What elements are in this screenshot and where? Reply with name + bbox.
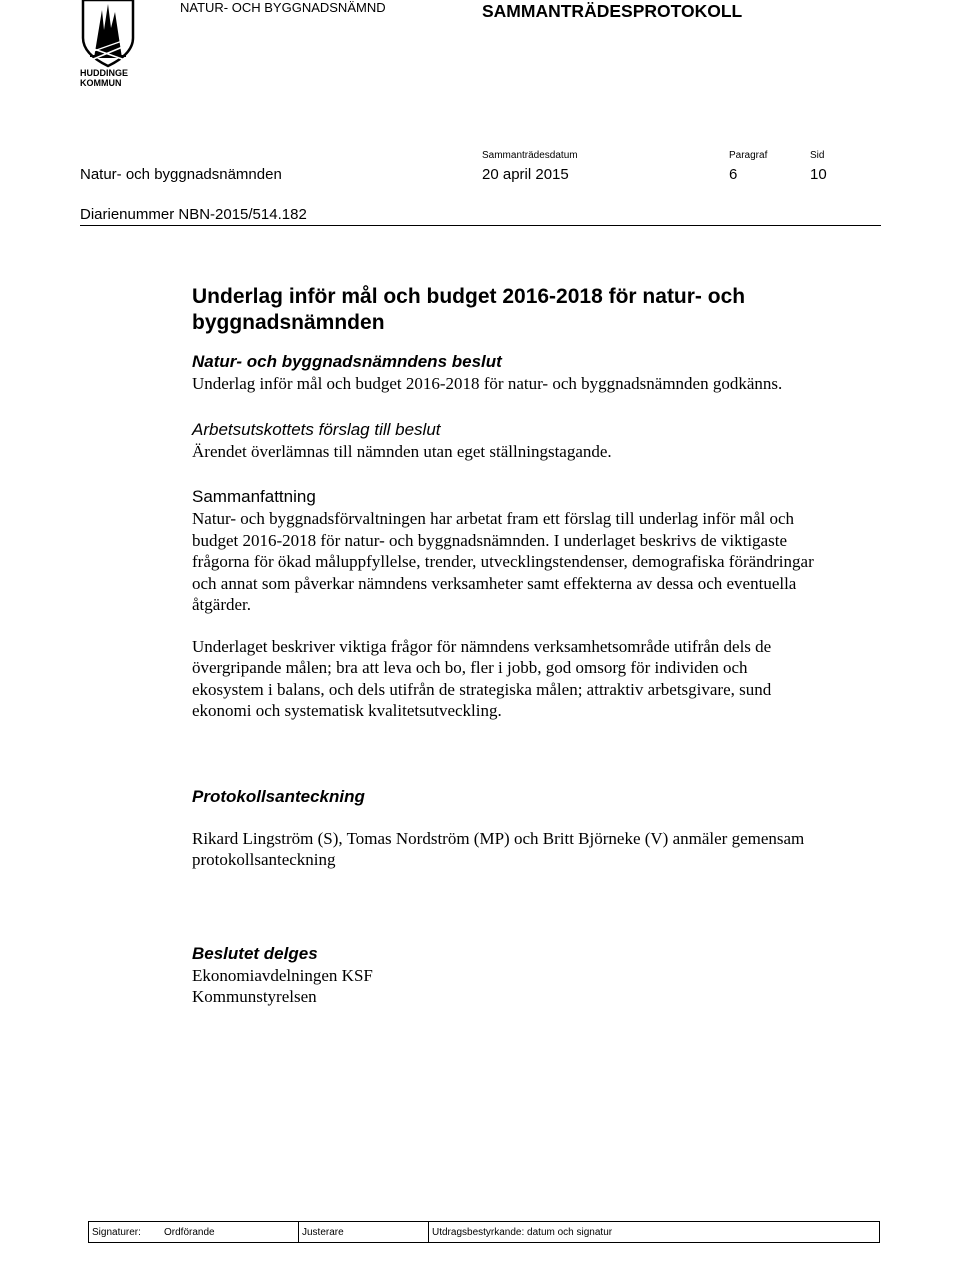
logo-text-line1: HUDDINGE (80, 68, 129, 78)
body-name: Natur- och byggnadsnämnden (80, 166, 282, 183)
delivered-heading: Beslutet delges (192, 943, 318, 963)
signature-table (88, 1221, 880, 1243)
section-title: Underlag inför mål och budget 2016-2018 för natur- och byggnadsnämnden (192, 285, 746, 334)
document-type: SAMMANTRÄDESPROTOKOLL (482, 1, 743, 21)
proposal-text: Ärendet överlämnas till nämnden utan eget ställningstagande. (192, 441, 612, 461)
decision-text: Underlag inför mål och budget 2016-2018 för natur- och byggnadsnämnden godkänns. (192, 374, 783, 393)
paragraph-label: Paragraf (729, 150, 768, 161)
meeting-date: 20 april 2015 (482, 166, 569, 183)
note-heading: Protokollsanteckning (192, 786, 365, 806)
municipality-logo (80, 0, 136, 92)
delivered-item: Kommunstyrelsen (192, 987, 317, 1006)
signatures-label: Signaturer: (92, 1227, 141, 1238)
proposal-heading: Arbetsutskottets förslag till beslut (192, 419, 441, 439)
header-divider (80, 225, 881, 226)
adjuster-signature-cell: Justerare (299, 1222, 429, 1242)
paragraph-number: 6 (729, 166, 738, 183)
note-text: Rikard Lingström (S), Tomas Nordström (MP) och Britt Björneke (V) anmäler gemensam protokollsanteckning (192, 828, 805, 869)
department-header: NATUR- OCH BYGGNADSNÄMND (180, 0, 386, 15)
decision-heading: Natur- och byggnadsnämndens beslut (192, 352, 502, 371)
summary-paragraph-2: Underlaget beskriver viktiga frågor för nämndens verksamhetsområde utifrån dels de övergripande målen; bra att leva och bo, fler i jobb, god omsorg för individen och ekosystem i balans, och dels utifrån de strategiska målen; attraktiv arbetsgivare, sund ekonomi och systematisk kvalitetsutveckling. (192, 636, 772, 720)
certification-cell: Utdragsbestyrkande: datum och signatur (432, 1227, 613, 1238)
protocol-body (192, 284, 832, 1008)
date-label: Sammanträdesdatum (482, 150, 578, 161)
summary-heading: Sammanfattning (192, 487, 316, 506)
page-number: 10 (810, 166, 827, 183)
page-label: Sid (810, 150, 825, 161)
summary-paragraph-1: Natur- och byggnadsförvaltningen har arbetat fram ett förslag till underlag inför mål och budget 2016-2018 för natur- och byggnadsnämnden. I underlaget beskrivs de viktigaste frågorna för ökad måluppfyllelse, trender, utvecklingstendenser, demografiska förändringar och annat som påverkar nämndens verksamheter samt effekterna av dessa och eventuella åtgärder. (192, 509, 814, 614)
delivered-item: Ekonomiavdelningen KSF (192, 965, 373, 985)
logo-text-line2: KOMMUN (80, 78, 122, 88)
diary-number: Diarienummer NBN-2015/514.182 (80, 206, 307, 223)
chair-signature-cell: Ordförande (161, 1222, 299, 1242)
